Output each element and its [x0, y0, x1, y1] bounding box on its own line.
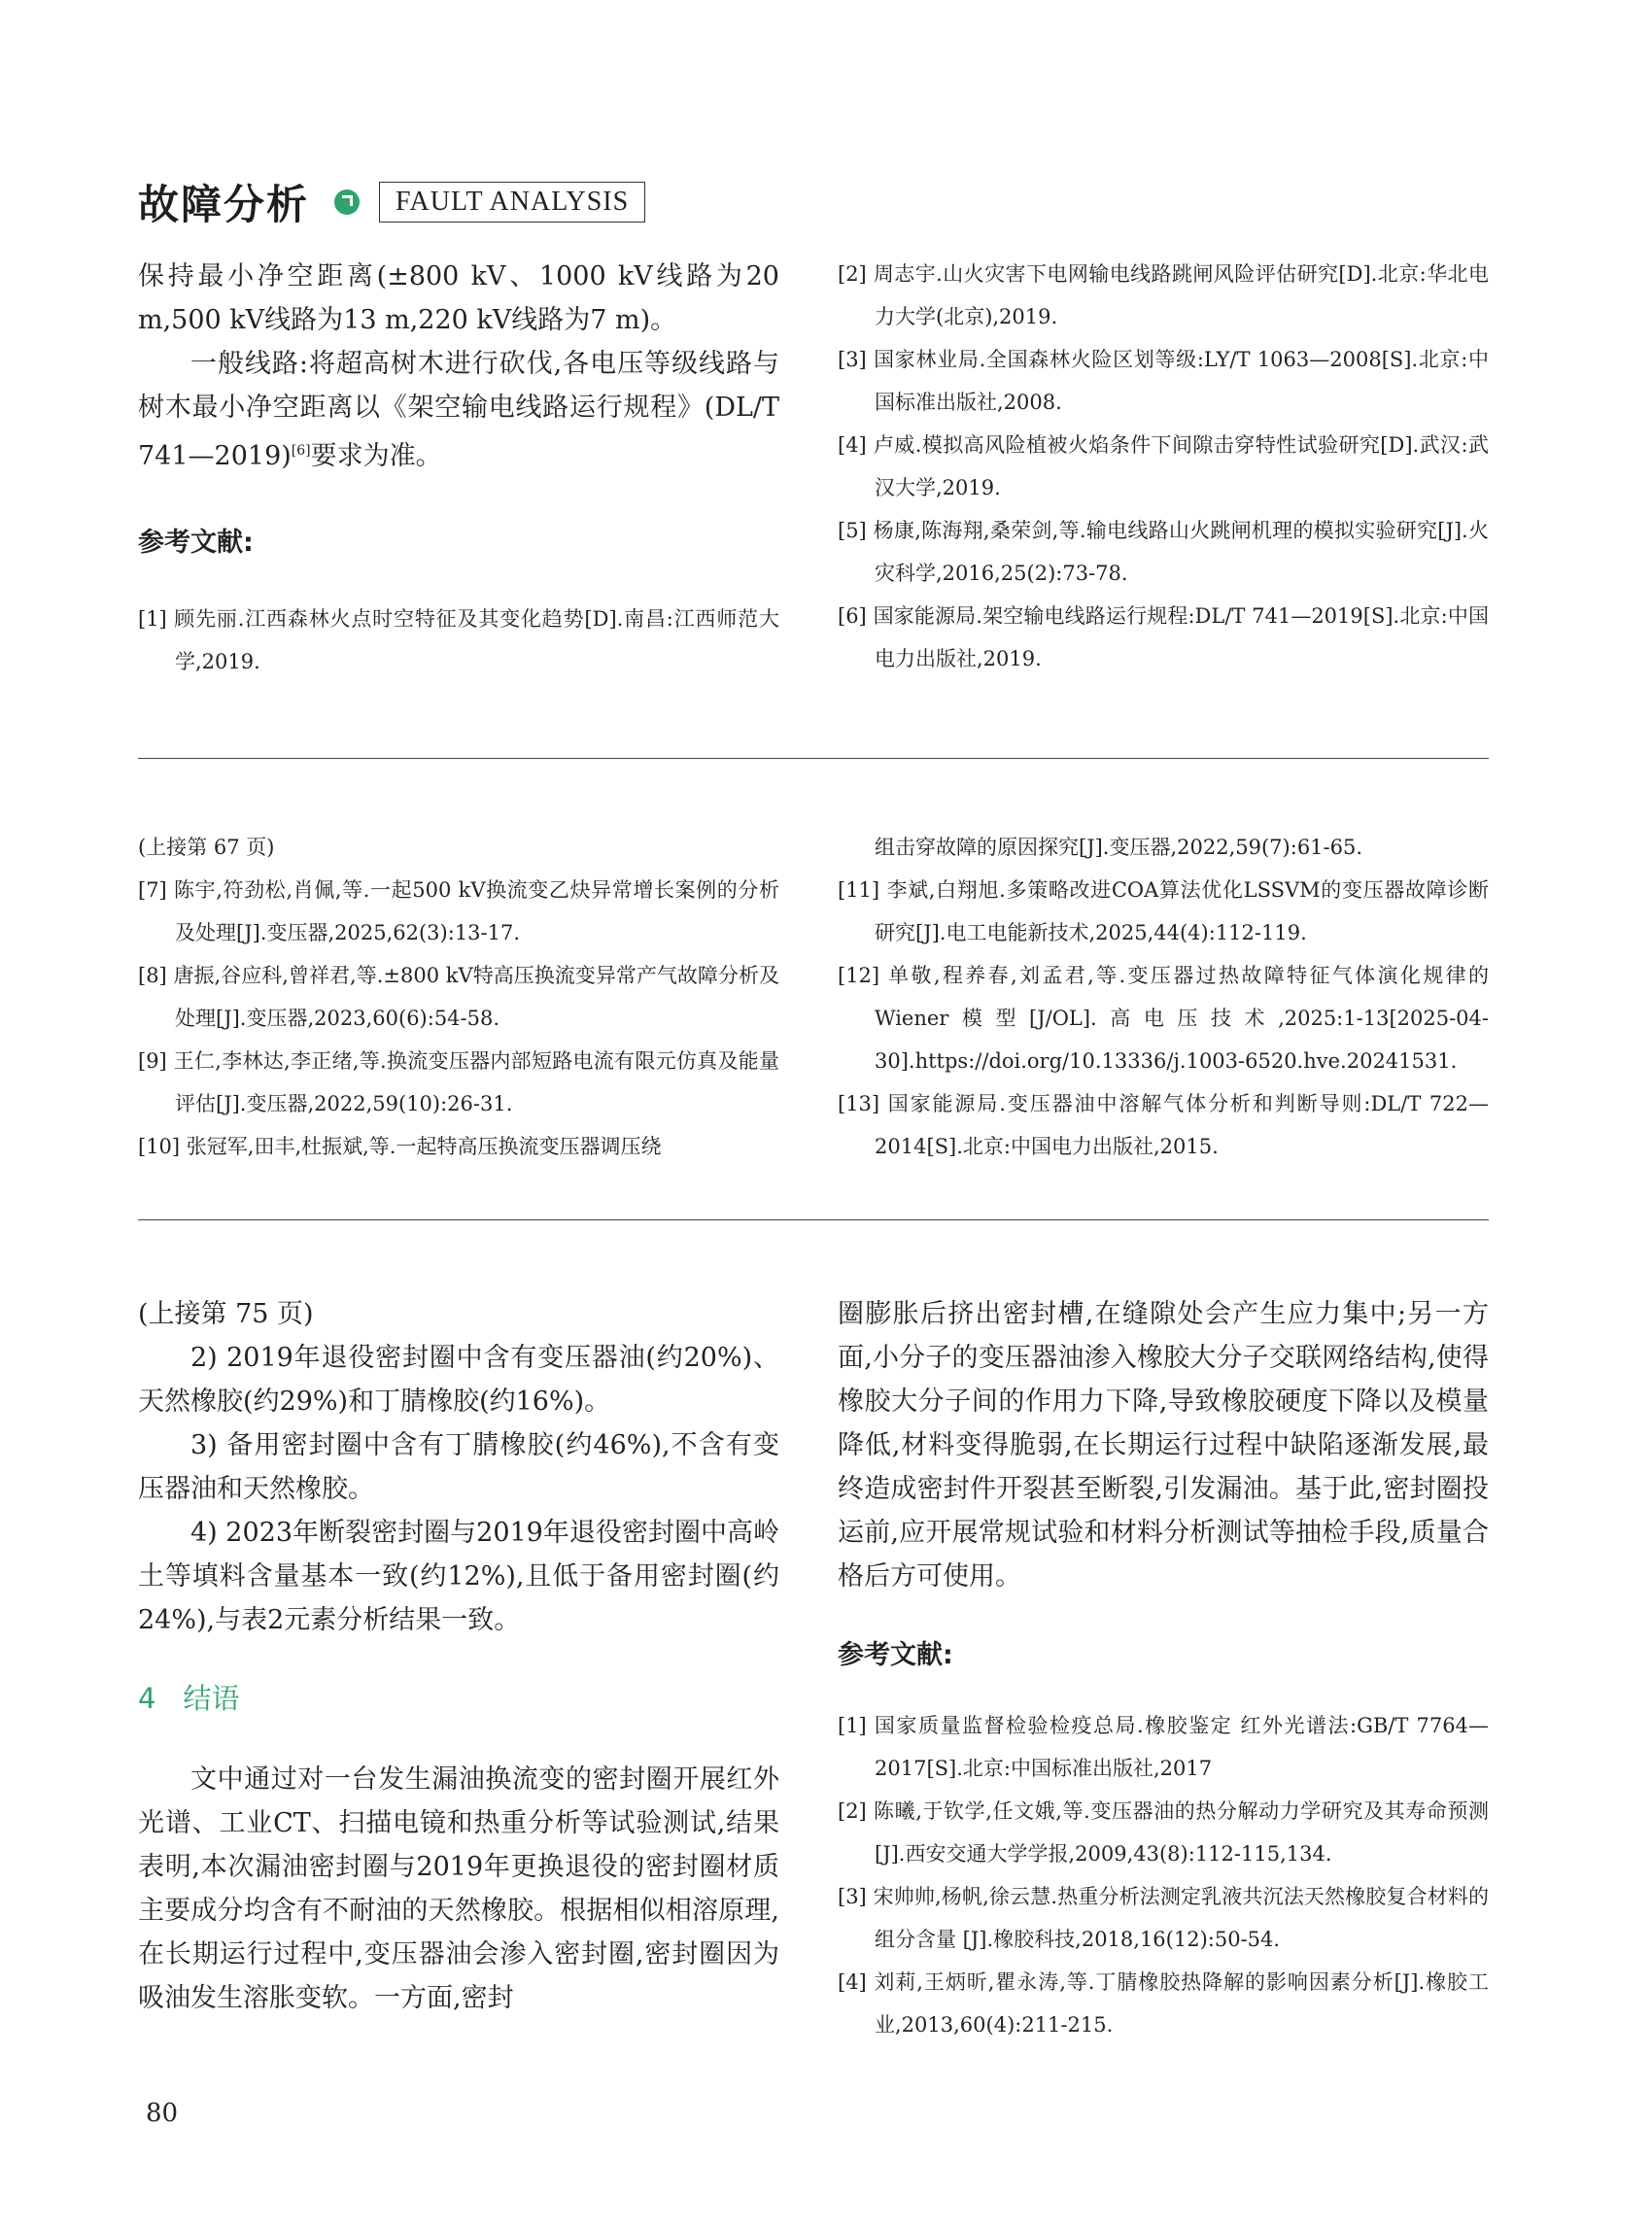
reference-item: [12] 单敬,程养春,刘孟君,等.变压器过热故障特征气体演化规律的Wiener模型[J/OL].高电压技术,2025:1-13[2025-04-30].https://doi.org/10.13336/j.1003-6520.hve.20241531.	[838, 964, 1489, 1073]
reference-item: [3] 宋帅帅,杨帆,徐云慧.热重分析法测定乳液共沉法天然橡胶复合材料的组分含量 [J].橡胶科技,2018,16(12):50-54.	[838, 1885, 1489, 1951]
reference-item: [3] 国家林业局.全国森林火险区划等级:LY/T 1063—2008[S].北京:中国标准出版社,2008.	[838, 348, 1489, 414]
reference-item: [1] 国家质量监督检验检疫总局.橡胶鉴定 红外光谱法:GB/T 7764—2017[S].北京:中国标准出版社,2017	[838, 1714, 1489, 1780]
reference-list	[138, 869, 779, 1168]
body-paragraph: 3) 备用密封圈中含有丁腈橡胶(约46%),不含有变压器油和天然橡胶。	[138, 1430, 779, 1504]
page-header	[138, 175, 645, 229]
section-heading: 4 结语	[138, 1682, 240, 1715]
citation-sup: [6]	[291, 443, 311, 459]
section-title: 故障分析	[138, 181, 310, 228]
references-heading: 参考文献:	[838, 1640, 953, 1670]
reference-item: [10] 张冠军,田丰,杜振斌,等.一起特高压换流变压器调压绕	[138, 1135, 662, 1158]
block1-left	[138, 255, 779, 683]
reference-item: [11] 李斌,白翔旭.多策略改进COA算法优化LSSVM的变压器故障诊断研究[J].电工电能新技术,2025,44(4):112-119.	[838, 878, 1489, 944]
reference-list	[838, 1704, 1489, 2046]
reference-item: [9] 王仁,李林达,李正绪,等.换流变压器内部短路电流有限元仿真及能量评估[J].变压器,2022,59(10):26-31.	[138, 1049, 779, 1115]
reference-item: [4] 刘莉,王炳昕,瞿永涛,等.丁腈橡胶热降解的影响因素分析[J].橡胶工业,2013,60(4):211-215.	[838, 1970, 1489, 2037]
body-paragraph: 保持最小净空距离(±800 kV、1000 kV线路为20 m,500 kV线路为13 m,220 kV线路为7 m)。	[138, 261, 779, 335]
continued-note: (上接第 75 页)	[138, 1299, 314, 1329]
body-paragraph: 圈膨胀后挤出密封槽,在缝隙处会产生应力集中;另一方面,小分子的变压器油渗入橡胶大分子交联网络结构,使得橡胶大分子间的作用力下降,导致橡胶硬度下降以及模量降低,材料变得脆弱,在长期运行过程中缺陷逐渐发展,最终造成密封件开裂甚至断裂,引发漏油。基于此,密封圈投运前,应开展常规试验和材料分析测试等抽检手段,质量合格后方可使用。	[838, 1299, 1489, 1592]
block2-right	[838, 826, 1489, 1168]
body-paragraph: 一般线路:将超高树木进行砍伐,各电压等级线路与树木最小净空距离以《架空输电线路运行规程》(DL/T 741—2019)[6]要求为准。	[138, 349, 779, 471]
reference-item: [2] 陈曦,于钦学,任文娥,等.变压器油的热分解动力学研究及其寿命预测 [J].西安交通大学学报,2009,43(8):112-115,134.	[838, 1799, 1489, 1866]
reference-list	[138, 598, 779, 683]
body-paragraph: 文中通过对一台发生漏油换流变的密封圈开展红外光谱、工业CT、扫描电镜和热重分析等试验测试,结果表明,本次漏油密封圈与2019年更换退役的密封圈材质主要成分均含有不耐油的天然橡胶。根据相似相溶原理,在长期运行过程中,变压器油会渗入密封圈,密封圈因为吸油发生溶胀变软。一方面,密封	[138, 1764, 779, 2013]
block3-left	[138, 1292, 779, 2020]
body-paragraph: 2) 2019年退役密封圈中含有变压器油(约20%)、天然橡胶(约29%)和丁腈橡胶(约16%)。	[138, 1343, 779, 1417]
reference-item: [4] 卢威.模拟高风险植被火焰条件下间隙击穿特性试验研究[D].武汉:武汉大学,2019.	[838, 433, 1489, 499]
reference-item: [6] 国家能源局.架空输电线路运行规程:DL/T 741—2019[S].北京:中国电力出版社,2019.	[838, 604, 1489, 670]
section-subtitle: FAULT ANALYSIS	[379, 182, 645, 223]
continued-note: (上接第 67 页)	[138, 836, 275, 859]
arrow-circle-icon	[334, 189, 360, 215]
reference-item: [5] 杨康,陈海翔,桑荣剑,等.输电线路山火跳闸机理的模拟实验研究[J].火灾科学,2016,25(2):73-78.	[838, 519, 1489, 585]
reference-item: [7] 陈宇,符劲松,肖佩,等.一起500 kV换流变乙炔异常增长案例的分析及处理[J].变压器,2025,62(3):13-17.	[138, 878, 779, 944]
body-paragraph: 4) 2023年断裂密封圈与2019年退役密封圈中高岭土等填料含量基本一致(约12%),且低于备用密封圈(约24%),与表2元素分析结果一致。	[138, 1518, 779, 1635]
block3-right	[838, 1292, 1489, 2046]
reference-continuation: 组击穿故障的原因探究[J].变压器,2022,59(7):61-65.	[875, 836, 1363, 859]
block2-left	[138, 826, 779, 1168]
reference-item: [1] 顾先丽.江西森林火点时空特征及其变化趋势[D].南昌:江西师范大学,2019.	[138, 607, 779, 673]
reference-list	[838, 253, 1489, 680]
page-number: 80	[146, 2099, 179, 2128]
divider	[138, 758, 1489, 759]
reference-item: [13] 国家能源局.变压器油中溶解气体分析和判断导则:DL/T 722—2014[S].北京:中国电力出版社,2015.	[838, 1092, 1489, 1158]
reference-item: [2] 周志宇.山火灾害下电网输电线路跳闸风险评估研究[D].北京:华北电力大学(北京),2019.	[838, 262, 1489, 328]
reference-item: [8] 唐振,谷应科,曾祥君,等.±800 kV特高压换流变异常产气故障分析及处理[J].变压器,2023,60(6):54-58.	[138, 964, 779, 1030]
divider	[138, 1219, 1489, 1220]
block1-right	[838, 253, 1489, 680]
references-heading: 参考文献:	[138, 528, 254, 558]
reference-list	[838, 869, 1489, 1168]
